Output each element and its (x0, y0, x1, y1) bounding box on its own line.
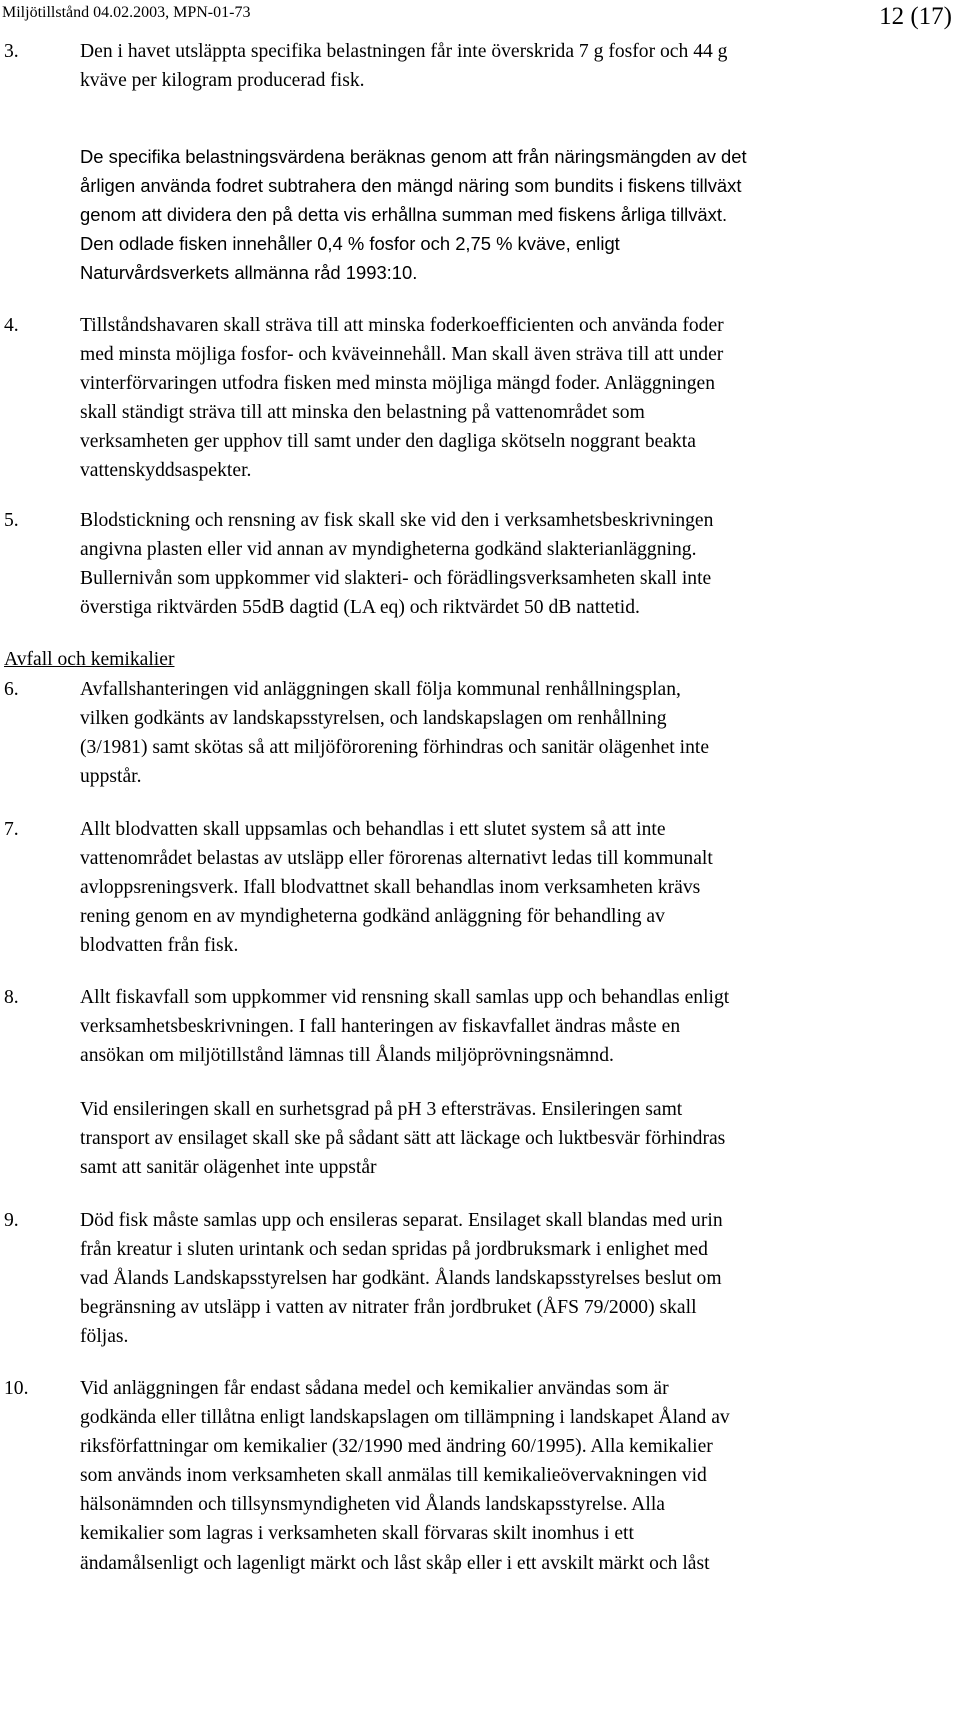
text-line: vilken godkänts av landskapsstyrelsen, och landskapslagen om renhållning (80, 708, 667, 730)
text-line: Den i havet utsläppta specifika belastningen får inte överskrida 7 g fosfor och 44 g (80, 41, 728, 62)
specific-load-explanation (80, 142, 960, 287)
text-line: verksamheten ger upphov till samt under den dagliga skötseln noggrant beakta (80, 431, 696, 453)
item-text (80, 37, 960, 95)
text-line: De specifika belastningsvärdena beräknas genom att från näringsmängden av det (80, 146, 747, 167)
text-line: kemikalier som lagras i verksamheten skall förvaras skilt inomhus i ett (80, 1523, 634, 1545)
text-line: som används inom verksamheten skall anmälas till kemikalieövervakningen vid (80, 1465, 707, 1487)
text-line: Bullernivån som uppkommer vid slakteri- och förädlingsverksamheten skall inte (80, 568, 712, 590)
item-number: 5. (4, 510, 19, 531)
text-line: avloppsreningsverk. Ifall blodvattnet skall behandlas inom verksamheten krävs (80, 877, 701, 899)
item-number: 3. (4, 41, 19, 62)
text-line: Den odlade fisken innehåller 0,4 % fosfor och 2,75 % kväve, enligt (80, 233, 620, 255)
text-line: ansökan om miljötillstånd lämnas till Ålands miljöprövningsnämnd. (80, 1045, 614, 1067)
text-line: vattenskyddsaspekter. (80, 460, 252, 482)
text-line: (3/1981) samt skötas så att miljöförorening förhindras och sanitär olägenhet inte (80, 737, 710, 759)
text-line: genom att dividera den på detta vis erhållna summan med fiskens årliga tillväxt. (80, 204, 728, 226)
item-number: 7. (4, 819, 19, 840)
text-line: Allt fiskavfall som uppkommer vid rensning skall samlas upp och behandlas enligt (80, 987, 730, 1008)
text-line: vinterförvaringen utfodra fisken med minsta möjliga mängd foder. Anläggningen (80, 373, 716, 395)
text-line: rening genom en av myndigheterna godkänd anläggning för behandling av (80, 906, 665, 928)
item-number: 6. (4, 679, 19, 700)
item-text (80, 675, 960, 791)
text-line: Naturvårdsverkets allmänna råd 1993:10. (80, 262, 418, 284)
text-line: begränsning av utsläpp i vatten av nitrater från jordbruket (ÅFS 79/2000) skall (80, 1297, 697, 1319)
text-line: samt att sanitär olägenhet inte uppstår (80, 1157, 377, 1179)
text-line: blodvatten från fisk. (80, 935, 239, 957)
text-line: överstiga riktvärden 55dB dagtid (LA eq) och riktvärdet 50 dB nattetid. (80, 597, 640, 619)
text-line: vattenområdet belastas av utsläpp eller förorenas alternativt ledas till kommunalt (80, 848, 713, 870)
text-line: med minsta möjliga fosfor- och kväveinnehåll. Man skall även sträva till att under (80, 344, 724, 366)
text-line: Tillståndshavaren skall sträva till att minska foderkoefficienten och använda foder (80, 315, 724, 336)
item-number: 8. (4, 987, 19, 1008)
text-line: följas. (80, 1326, 129, 1348)
text-line: Vid ensileringen skall en surhetsgrad på pH 3 eftersträvas. Ensileringen samt (80, 1099, 683, 1120)
text-line: hälsonämnden och tillsynsmyndigheten vid Ålands landskapsstyrelse. Alla (80, 1494, 666, 1516)
text-line: riksförfattningar om kemikalier (32/1990 med ändring 60/1995). Alla kemikalier (80, 1436, 713, 1458)
item-text (80, 1206, 960, 1351)
item-number: 10. (4, 1378, 29, 1399)
text-line: angivna plasten eller vid annan av myndigheterna godkänd slakterianläggning. (80, 539, 697, 561)
item-text (80, 983, 960, 1070)
item-text (80, 1374, 960, 1578)
document-reference: Miljötillstånd 04.02.2003, MPN-01-73 (2, 4, 251, 21)
ensilage-paragraph (80, 1095, 960, 1182)
item-number: 9. (4, 1210, 19, 1231)
item-text (80, 506, 960, 622)
text-line: godkända eller tillåtna enligt landskapslagen om tillämpning i landskapet Åland av (80, 1407, 730, 1429)
text-line: kväve per kilogram producerad fisk. (80, 70, 365, 92)
text-line: Död fisk måste samlas upp och ensileras separat. Ensilaget skall blandas med urin (80, 1210, 723, 1231)
text-line: transport av ensilaget skall ske på sådant sätt att läckage och luktbesvär förhindras (80, 1128, 726, 1150)
text-line: från kreatur i sluten urintank och sedan spridas på jordbruksmark i enlighet med (80, 1239, 708, 1261)
text-line: skall ständigt sträva till att minska den belastning på vattenområdet som (80, 402, 645, 424)
text-line: Avfallshanteringen vid anläggningen skall följa kommunal renhållningsplan, (80, 679, 681, 700)
text-line: verksamhetsbeskrivningen. I fall hanteringen av fiskavfallet ändras måste en (80, 1016, 681, 1038)
text-line: ändamålsenligt och lagenligt märkt och låst skåp eller i ett avskilt märkt och låst (80, 1552, 710, 1574)
text-line: Blodstickning och rensning av fisk skall ske vid den i verksamhetsbeskrivningen (80, 510, 714, 531)
text-line: Allt blodvatten skall uppsamlas och behandlas i ett slutet system så att inte (80, 819, 666, 840)
text-line: Vid anläggningen får endast sådana medel och kemikalier användas som är (80, 1378, 669, 1399)
text-line: årligen använda fodret subtrahera den mängd näring som bundits i fiskens tillväxt (80, 175, 742, 197)
text-line: vad Ålands Landskapsstyrelsen har godkänt. Ålands landskapsstyrelses beslut om (80, 1268, 722, 1290)
page-header (0, 0, 960, 40)
section-heading: Avfall och kemikalier (4, 649, 175, 670)
text-line: uppstår. (80, 766, 142, 788)
item-text (80, 815, 960, 960)
page-number: 12 (17) (879, 3, 952, 30)
item-number: 4. (4, 315, 19, 336)
item-text (80, 311, 960, 486)
